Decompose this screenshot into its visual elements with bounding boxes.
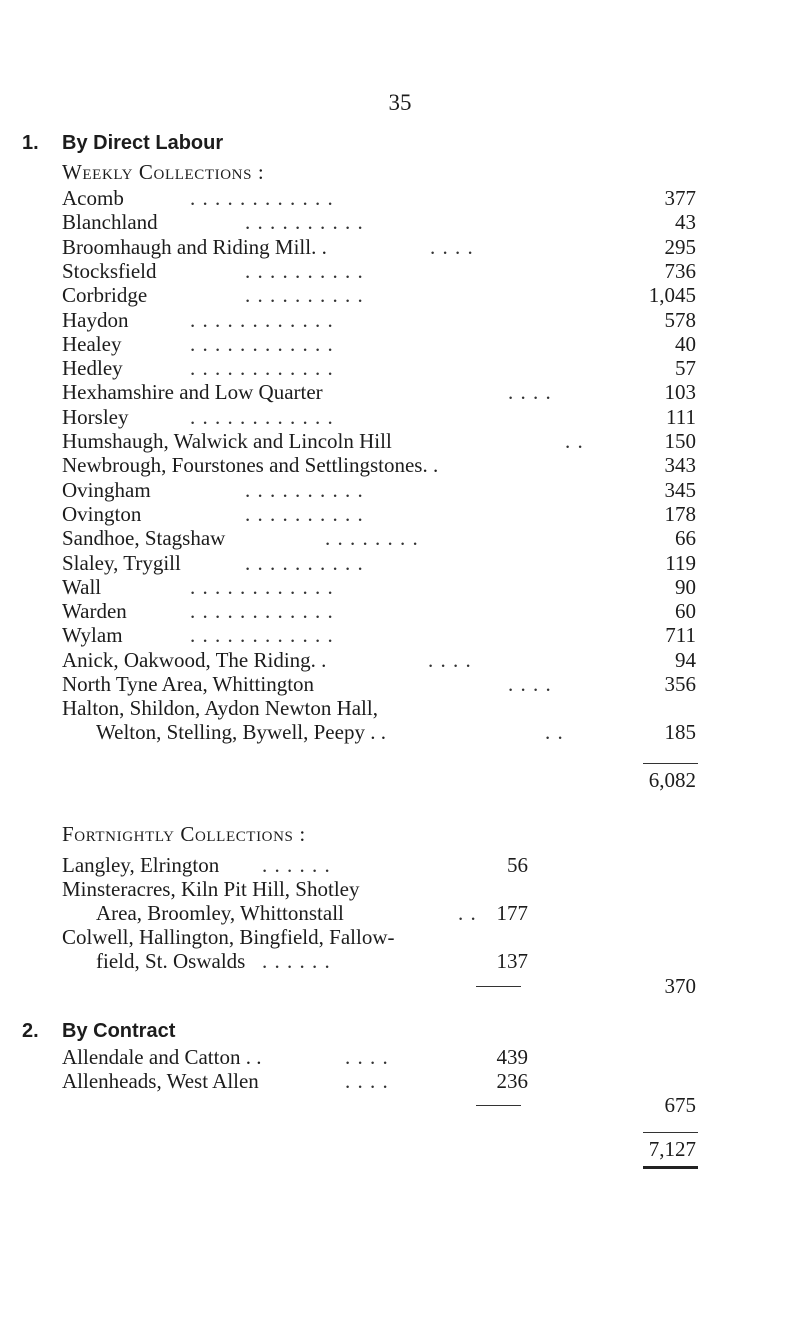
- item-value: 137: [496, 949, 528, 973]
- item-name: North Tyne Area, Whittington: [62, 672, 315, 696]
- leader-dots: . .: [565, 429, 584, 453]
- item-name: Sandhoe, Stagshaw: [62, 526, 226, 551]
- weekly-collections-title: Weekly Collections :: [62, 160, 265, 184]
- item-name-line1: Colwell, Hallington, Bingfield, Fallow-: [62, 925, 395, 949]
- item-value: 94: [675, 647, 696, 672]
- leader-dots: . . . .: [345, 1069, 389, 1093]
- item-value: 1,045: [648, 283, 696, 308]
- leader-dots: . . . . . . . . . . . .: [190, 307, 334, 332]
- item-name: Slaley, Trygill: [62, 550, 181, 575]
- item-name: Haydon: [62, 307, 129, 332]
- item-name: Ovington: [62, 501, 142, 526]
- item-name: Acomb: [62, 186, 124, 210]
- item-name: Wall: [62, 574, 102, 599]
- item-name-line1: Minsteracres, Kiln Pit Hill, Shotley: [62, 877, 360, 901]
- item-name: Warden: [62, 599, 127, 624]
- item-value: 66: [675, 526, 696, 551]
- item-value: 119: [665, 550, 696, 575]
- item-value: 178: [664, 501, 696, 526]
- leader-dots: . . . . . . . . . . . .: [190, 331, 334, 356]
- item-name-line2: Area, Broomley, Whittonstall: [96, 901, 344, 925]
- leader-dots: . . . . . . . . . . . .: [190, 404, 334, 429]
- item-value: 56: [507, 853, 528, 877]
- leader-dots: . . . .: [508, 380, 552, 405]
- item-name: Hedley: [62, 356, 123, 381]
- item-value: 295: [664, 234, 696, 259]
- grand-total-double-rule: [643, 1166, 698, 1169]
- item-value: 711: [665, 623, 696, 648]
- item-value: 177: [496, 901, 528, 925]
- leader-dots: . . . . . . . . . . . .: [190, 356, 334, 381]
- leader-dots: . .: [545, 720, 564, 744]
- item-value: 377: [664, 186, 696, 210]
- item-name-line2: Welton, Stelling, Bywell, Peepy . .: [96, 720, 386, 744]
- item-value: 150: [664, 429, 696, 453]
- item-value: 40: [675, 331, 696, 356]
- item-value: 736: [664, 258, 696, 283]
- item-value: 57: [675, 356, 696, 381]
- item-name: Newbrough, Fourstones and Settlingstones. .: [62, 453, 439, 478]
- subtotal-rule: [476, 986, 521, 987]
- leader-dots: . . . .: [345, 1045, 389, 1069]
- subtotal-rule: [643, 763, 698, 764]
- item-value: 60: [675, 599, 696, 624]
- item-name: Allendale and Catton . .: [62, 1045, 262, 1069]
- leader-dots: . . . . . . . . . .: [245, 550, 364, 575]
- item-name: Corbridge: [62, 283, 148, 308]
- leader-dots: . . . .: [508, 672, 552, 696]
- leader-dots: . . . . . . . . . . . .: [190, 599, 334, 624]
- leader-dots: . . . . . . . . . . . .: [190, 623, 334, 648]
- item-value: 185: [664, 720, 696, 744]
- item-name: Humshaugh, Walwick and Lincoln Hill: [62, 429, 392, 453]
- fortnightly-collections-title: Fortnightly Collections :: [62, 822, 306, 846]
- item-name: Wylam: [62, 623, 123, 648]
- item-name-line1: Halton, Shildon, Aydon Newton Hall,: [62, 696, 378, 720]
- item-value: 43: [675, 210, 696, 235]
- section-2-heading: By Contract: [62, 1020, 176, 1042]
- leader-dots: . . . .: [428, 647, 472, 672]
- item-value: 356: [664, 672, 696, 696]
- item-name: Langley, Elrington: [62, 853, 220, 877]
- leader-dots: . . . . . . . . . .: [245, 501, 364, 526]
- item-value: 578: [664, 307, 696, 332]
- leader-dots: . . . .: [430, 234, 474, 259]
- item-name: Horsley: [62, 404, 129, 429]
- item-value: 236: [496, 1069, 528, 1093]
- item-name: Allenheads, West Allen: [62, 1069, 259, 1093]
- leader-dots: . . . . . . . . . . . .: [190, 574, 334, 599]
- leader-dots: . . . . . . . . . .: [245, 477, 364, 502]
- item-value: 343: [664, 453, 696, 478]
- leader-dots: . . . . . . . . . .: [245, 258, 364, 283]
- page-number: 35: [388, 90, 412, 115]
- section-2-number: 2.: [22, 1020, 39, 1042]
- fortnightly-total: 370: [664, 974, 696, 998]
- item-value: 90: [675, 574, 696, 599]
- leader-dots: . . . . . .: [262, 853, 331, 877]
- leader-dots: . . . . . .: [262, 949, 331, 973]
- item-name: Hexhamshire and Low Quarter: [62, 380, 323, 405]
- subtotal-rule: [476, 1105, 521, 1106]
- leader-dots: . . . . . . . . . . . .: [190, 186, 334, 210]
- leader-dots: . .: [458, 901, 477, 925]
- section-1-heading: By Direct Labour: [62, 132, 224, 154]
- item-name: Blanchland: [62, 210, 158, 235]
- leader-dots: . . . . . . . . . .: [245, 210, 364, 235]
- item-value: 345: [664, 477, 696, 502]
- item-name: Healey: [62, 331, 122, 356]
- leader-dots: . . . . . . . .: [325, 526, 419, 551]
- item-name: Stocksfield: [62, 258, 157, 283]
- item-value: 111: [666, 404, 696, 429]
- leader-dots: . . . . . . . . . .: [245, 283, 364, 308]
- weekly-total: 6,082: [648, 768, 696, 792]
- contract-total: 675: [664, 1093, 696, 1117]
- item-name: Ovingham: [62, 477, 151, 502]
- item-value: 439: [496, 1045, 528, 1069]
- grand-total: 7,127: [648, 1137, 696, 1161]
- item-name: Broomhaugh and Riding Mill. .: [62, 234, 327, 259]
- section-1-number: 1.: [22, 132, 39, 154]
- item-name: Anick, Oakwood, The Riding. .: [62, 647, 327, 672]
- item-value: 103: [664, 380, 696, 405]
- item-name-line2: field, St. Oswalds: [96, 949, 246, 973]
- grand-total-rule: [643, 1132, 698, 1133]
